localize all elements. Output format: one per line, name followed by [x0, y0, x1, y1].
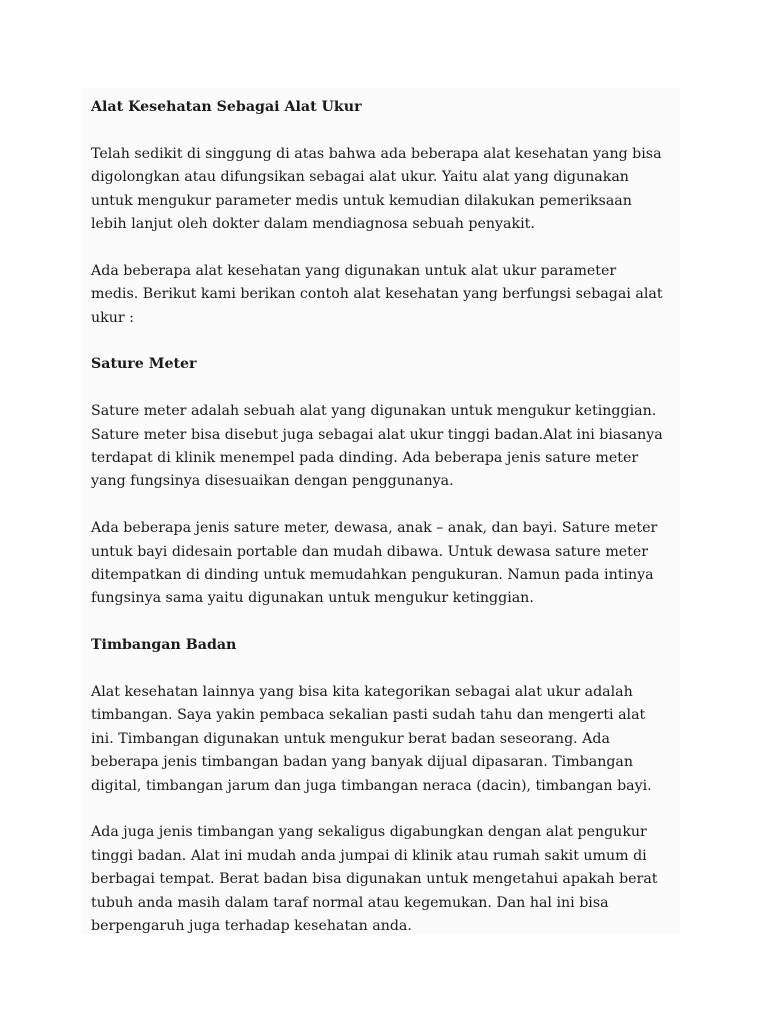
text-line: ditempatkan di dinding untuk memudahkan pengukuran. Namun pada intinya: [91, 567, 654, 584]
paragraph: [91, 517, 670, 611]
text-line: berbagai tempat. Berat badan bisa digunakan untuk mengetahui apakah berat: [91, 871, 658, 888]
text-line: medis. Berikut kami berikan contoh alat kesehatan yang berfungsi sebagai alat: [91, 286, 663, 303]
paragraph: [91, 143, 670, 237]
text-line: tinggi badan. Alat ini mudah anda jumpai di klinik atau rumah sakit umum di: [91, 847, 647, 864]
text-line: Sature Meter: [91, 356, 197, 373]
text-line: beberapa jenis timbangan badan yang banyak dijual dipasaran. Timbangan: [91, 754, 634, 771]
text-line: berpengaruh juga terhadap kesehatan anda.: [91, 918, 412, 935]
text-line: digital, timbangan jarum dan juga timbangan neraca (dacin), timbangan bayi.: [91, 777, 652, 794]
text-line: lebih lanjut oleh dokter dalam mendiagnosa sebuah penyakit.: [91, 216, 535, 233]
paragraph: [91, 821, 670, 938]
text-line: digolongkan atau difungsikan sebagai alat ukur. Yaitu alat yang digunakan: [91, 169, 629, 186]
text-line: Ada juga jenis timbangan yang sekaligus digabungkan dengan alat pengukur: [91, 824, 647, 841]
text-line: Alat kesehatan lainnya yang bisa kita kategorikan sebagai alat ukur adalah: [91, 684, 633, 701]
text-line: untuk mengukur parameter medis untuk kemudian dilakukan pemeriksaan: [91, 192, 632, 209]
text-line: ini. Timbangan digunakan untuk mengukur berat badan seseorang. Ada: [91, 730, 610, 747]
text-line: terdapat di klinik menempel pada dinding. Ada beberapa jenis sature meter: [91, 450, 639, 467]
paragraph: [91, 260, 670, 330]
text-line: Alat Kesehatan Sebagai Alat Ukur: [91, 99, 362, 115]
section-heading: [91, 353, 670, 376]
paragraph: [91, 400, 670, 494]
text-line: timbangan. Saya yakin pembaca sekalian pasti sudah tahu dan mengerti alat: [91, 707, 646, 724]
text-line: Sature meter bisa disebut juga sebagai alat ukur tinggi badan.Alat ini biasanya: [91, 426, 663, 443]
paragraph: [91, 681, 670, 798]
text-line: fungsinya sama yaitu digunakan untuk mengukur ketinggian.: [91, 590, 534, 607]
text-line: untuk bayi didesain portable dan mudah dibawa. Untuk dewasa sature meter: [91, 543, 649, 560]
text-line: Ada beberapa jenis sature meter, dewasa, anak – anak, dan bayi. Sature meter: [91, 520, 658, 537]
section-heading: [91, 634, 670, 657]
text-line: tubuh anda masih dalam taraf normal atau kegemukan. Dan hal ini bisa: [91, 894, 609, 911]
text-line: Telah sedikit di singgung di atas bahwa ada beberapa alat kesehatan yang bisa: [91, 145, 662, 162]
text-line: yang fungsinya disesuaikan dengan penggunanya.: [91, 473, 454, 490]
text-line: ukur :: [91, 309, 134, 326]
section-heading: [91, 96, 670, 119]
document-body: [81, 88, 680, 934]
text-line: Ada beberapa alat kesehatan yang digunakan untuk alat ukur parameter: [91, 262, 617, 279]
text-line: Sature meter adalah sebuah alat yang digunakan untuk mengukur ketinggian.: [91, 403, 657, 420]
text-line: Timbangan Badan: [91, 637, 237, 654]
